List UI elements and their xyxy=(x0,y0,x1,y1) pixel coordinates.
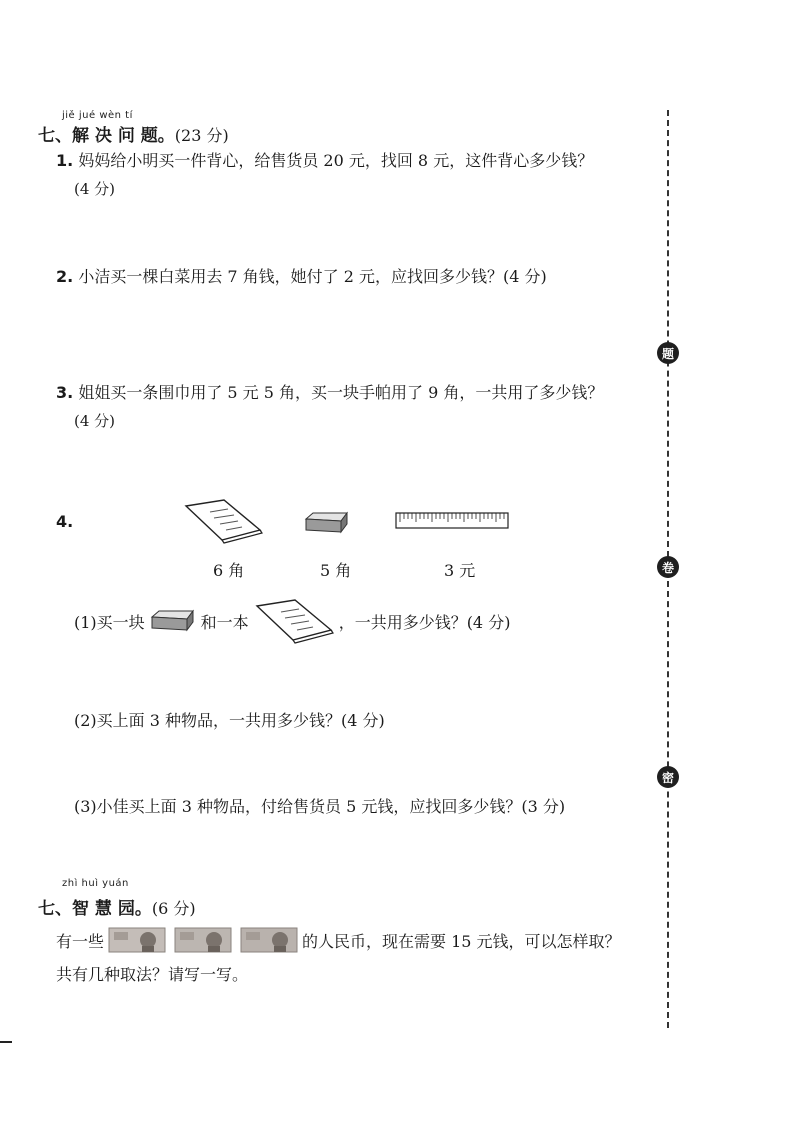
section1-pinyin: jiě jué wèn tí xyxy=(62,110,133,121)
question-text: 姐姐买一条围巾用了 5 元 5 角，买一块手帕用了 9 角，一共用了多少钱？ xyxy=(78,383,604,402)
section2-line-1 xyxy=(56,927,621,953)
margin-seal: 卷 xyxy=(657,556,679,578)
section2-points: (6 分) xyxy=(151,899,196,918)
sub-question-1 xyxy=(74,598,510,644)
section2-title xyxy=(38,894,196,919)
banknote-icon xyxy=(240,927,298,953)
book-icon xyxy=(253,598,335,644)
question-number: 3. xyxy=(56,383,74,402)
book-icon xyxy=(182,498,264,544)
sub-question-1-part-a: (1)买一块 xyxy=(74,612,145,632)
section1-title xyxy=(38,121,229,146)
section2-line-1-part-b: 的人民币，现在需要 15 元钱，可以怎样取？ xyxy=(302,931,621,951)
margin-seal: 密 xyxy=(657,766,679,788)
question-1 xyxy=(56,148,593,171)
question-number: 2. xyxy=(56,267,74,286)
section1-title-text: 七、解 决 问 题。 xyxy=(38,126,175,146)
question-4-number: 4. xyxy=(56,512,74,531)
ruler-price: 3 元 xyxy=(444,561,476,580)
book-price: 6 角 xyxy=(213,561,245,580)
question-text: 小洁买一棵白菜用去 7 角钱，她付了 2 元，应找回多少钱？(4 分) xyxy=(78,267,547,286)
sub-question-2: (2)买上面 3 种物品，一共用多少钱？(4 分) xyxy=(74,711,385,730)
eraser-icon xyxy=(303,511,351,535)
section2-line-2: 共有几种取法？请写一写。 xyxy=(56,965,249,984)
sub-question-1-part-b: 和一本 xyxy=(200,612,249,632)
section2-title-text: 七、智 慧 园。 xyxy=(38,899,152,919)
banknote-icon xyxy=(108,927,166,953)
section2-line-1-part-a: 有一些 xyxy=(56,931,105,951)
banknote-icon xyxy=(174,927,232,953)
question-1-points: (4 分) xyxy=(74,180,116,198)
section2-pinyin: zhì huì yuán xyxy=(62,878,129,889)
question-3 xyxy=(56,380,603,403)
question-3-points: (4 分) xyxy=(74,412,116,430)
sub-question-3: (3)小佳买上面 3 种物品，付给售货员 5 元钱，应找回多少钱？(3 分) xyxy=(74,797,566,816)
eraser-icon xyxy=(149,609,197,633)
question-text: 妈妈给小明买一件背心，给售货员 20 元，找回 8 元，这件背心多少钱？ xyxy=(78,151,594,170)
sub-question-1-part-c: ，一共用多少钱？(4 分) xyxy=(338,612,511,632)
ruler-icon xyxy=(395,512,509,530)
question-number: 1. xyxy=(56,151,74,170)
eraser-price: 5 角 xyxy=(320,561,352,580)
question-2 xyxy=(56,264,547,287)
page-edge-mark xyxy=(0,1041,12,1043)
margin-seal: 题 xyxy=(657,342,679,364)
section1-points: (23 分) xyxy=(174,126,229,145)
